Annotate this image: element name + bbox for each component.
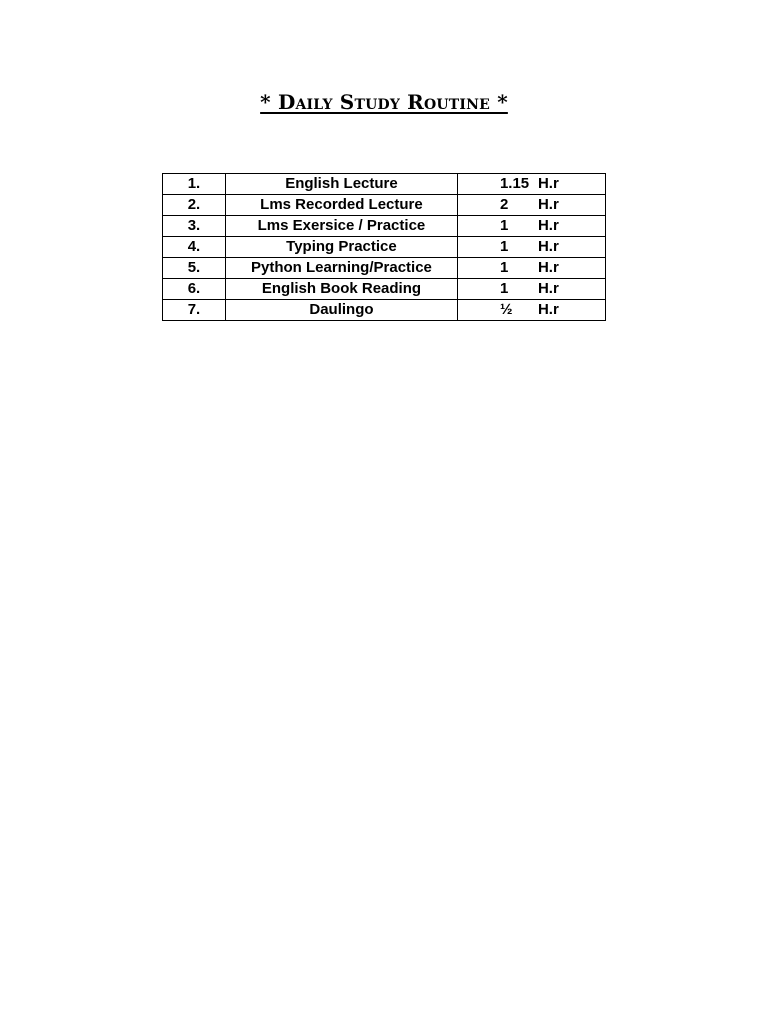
task-name: Typing Practice [225, 237, 457, 258]
row-number: 4. [163, 237, 226, 258]
duration-cell [457, 216, 605, 237]
table-row [163, 216, 606, 237]
task-name: English Book Reading [225, 279, 457, 300]
row-number: 6. [163, 279, 226, 300]
row-number: 7. [163, 300, 226, 321]
table-row [163, 174, 606, 195]
table-row [163, 279, 606, 300]
duration-unit: H.r [537, 175, 559, 192]
duration-cell [457, 300, 605, 321]
table-row [163, 300, 606, 321]
row-number: 2. [163, 195, 226, 216]
task-name: English Lecture [225, 174, 457, 195]
table-row [163, 258, 606, 279]
duration-cell [457, 237, 605, 258]
duration-quantity: 1 [499, 217, 509, 234]
task-name: Lms Exersice / Practice [225, 216, 457, 237]
routine-table [162, 173, 606, 321]
duration-quantity: 1 [499, 238, 509, 255]
duration-unit: H.r [537, 217, 559, 234]
row-number: 5. [163, 258, 226, 279]
duration-unit: H.r [537, 238, 559, 255]
duration-unit: H.r [537, 196, 559, 213]
duration-unit: H.r [537, 259, 559, 276]
duration-quantity: ½ [499, 301, 513, 318]
duration-cell [457, 174, 605, 195]
row-number: 3. [163, 216, 226, 237]
table-row [163, 237, 606, 258]
duration-cell [457, 258, 605, 279]
table-row [163, 195, 606, 216]
duration-quantity: 1 [499, 280, 509, 297]
duration-cell [457, 279, 605, 300]
duration-quantity: 2 [499, 196, 509, 213]
duration-quantity: 1.15 [499, 175, 530, 192]
duration-cell [457, 195, 605, 216]
task-name: Lms Recorded Lecture [225, 195, 457, 216]
duration-quantity: 1 [499, 259, 509, 276]
task-name: Daulingo [225, 300, 457, 321]
row-number: 1. [163, 174, 226, 195]
document-title [0, 90, 768, 114]
duration-unit: H.r [537, 280, 559, 297]
duration-unit: H.r [537, 301, 559, 318]
document-title-text: * Daily Study Routine * [260, 90, 508, 114]
task-name: Python Learning/Practice [225, 258, 457, 279]
